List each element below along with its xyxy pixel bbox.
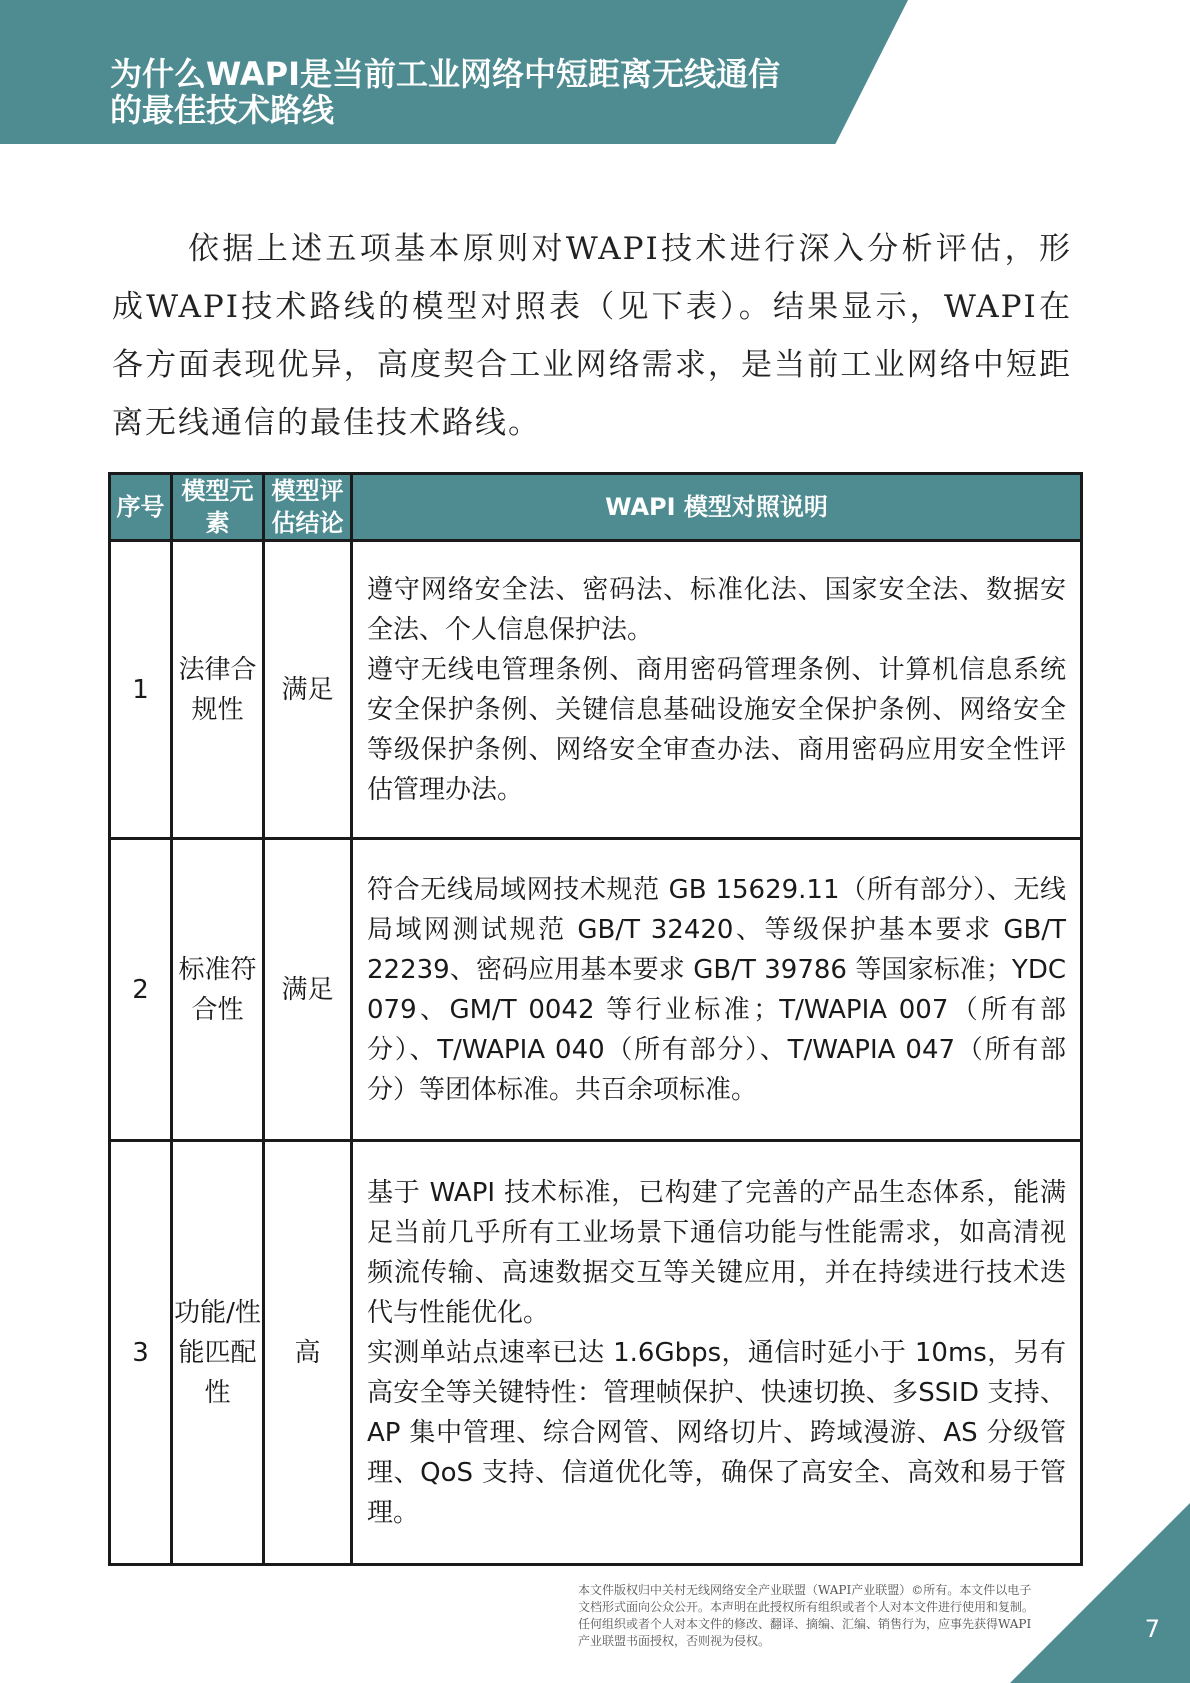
table-header-row <box>110 474 1082 541</box>
row-seq: 2 <box>110 839 172 1141</box>
row-conclusion: 高 <box>264 1141 352 1565</box>
row-description <box>352 1141 1082 1565</box>
row-element: 法律合规性 <box>172 541 264 839</box>
table-row <box>110 839 1082 1141</box>
row-description-paragraph: 遵守无线电管理条例、商用密码管理条例、计算机信息系统安全保护条例、关键信息基础设施安全保护条例、网络安全等级保护条例、网络安全审查办法、商用密码应用安全性评估管理办法。 <box>367 654 1066 805</box>
row-description <box>352 541 1082 839</box>
row-description <box>352 839 1082 1141</box>
row-element: 标准符合性 <box>172 839 264 1141</box>
row-description-paragraph: 符合无线局域网技术规范 GB 15629.11（所有部分）、无线局域网测试规范 GB/T 32420、等级保护基本要求 GB/T 22239、密码应用基本要求 GB/T 39786 等国家标准；YDC 079、GM/T 0042 等行业标准；T/WAPIA 007（所有部分）、T/WAPIA 040（所有部分）、T/WAPIA 047（所有部分）等团体标准。共百余项标准。 <box>367 874 1066 1105</box>
row-seq: 1 <box>110 541 172 839</box>
table-row <box>110 541 1082 839</box>
header-element: 模型元素 <box>172 474 264 541</box>
row-element: 功能/性能匹配性 <box>172 1141 264 1565</box>
row-description-paragraph: 基于 WAPI 技术标准，已构建了完善的产品生态体系，能满足当前几乎所有工业场景下通信功能与性能需求，如高清视频流传输、高速数据交互等关键应用，并在持续进行技术迭代与性能优化。 <box>367 1177 1066 1328</box>
page-title-line1: 为什么WAPI是当前工业网络中短距离无线通信 <box>110 55 780 93</box>
table-row <box>110 1141 1082 1565</box>
row-description-paragraph: 遵守网络安全法、密码法、标准化法、国家安全法、数据安全法、个人信息保护法。 <box>367 574 1066 645</box>
row-conclusion: 满足 <box>264 541 352 839</box>
header-conclusion: 模型评估结论 <box>264 474 352 541</box>
page-number: 7 <box>1144 1615 1160 1643</box>
page-title-line2: 的最佳技术路线 <box>110 91 335 129</box>
page-title <box>110 56 870 128</box>
header-description: WAPI 模型对照说明 <box>352 474 1082 541</box>
row-conclusion: 满足 <box>264 839 352 1141</box>
copyright-notice: 本文件版权归中关村无线网络安全产业联盟（WAPI产业联盟）©所有。本文件以电子文档形式面向公众公开。本声明在此授权所有组织或者个人对本文件进行使用和复制。任何组织或者个人对本文件的修改、翻译、摘编、汇编、销售行为，应事先获得WAPI产业联盟书面授权，否则视为侵权。 <box>578 1583 1035 1648</box>
row-description-paragraph: 实测单站点速率已达 1.6Gbps，通信时延小于 10ms，另有高安全等关键特性：管理帧保护、快速切换、多SSID 支持、AP 集中管理、综合网管、网络切片、跨域漫游、AS 分级管理、QoS 支持、信道优化等，确保了高安全、高效和易于管理。 <box>367 1337 1066 1528</box>
row-seq: 3 <box>110 1141 172 1565</box>
header-seq: 序号 <box>110 474 172 541</box>
intro-paragraph: 依据上述五项基本原则对WAPI技术进行深入分析评估，形成WAPI技术路线的模型对照表（见下表）。结果显示，WAPI在各方面表现优异，高度契合工业网络需求，是当前工业网络中短距离无线通信的最佳技术路线。 <box>112 231 1072 441</box>
model-comparison-table <box>108 472 1083 1566</box>
